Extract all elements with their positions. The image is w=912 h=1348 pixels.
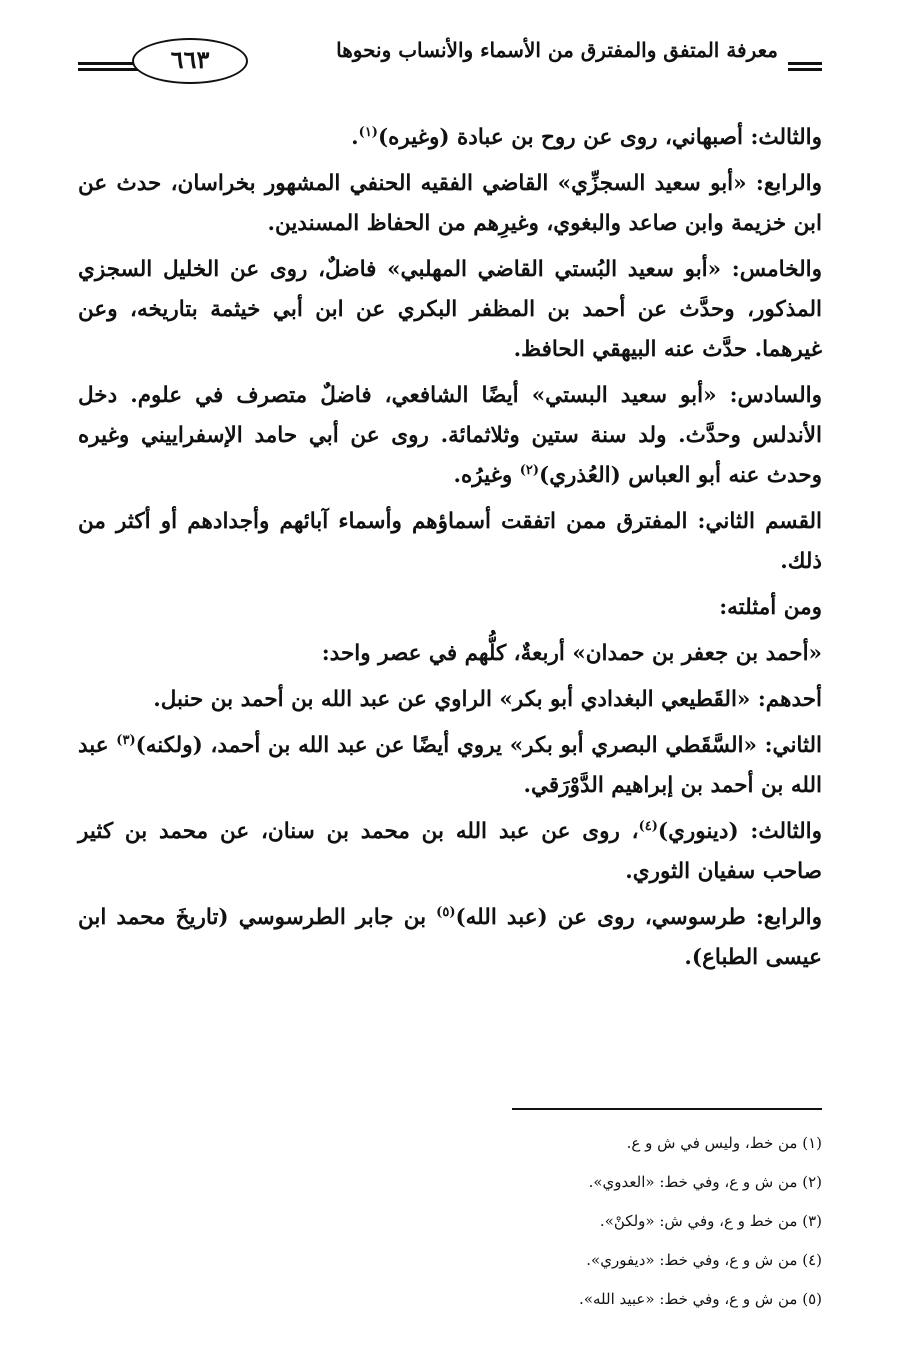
footnote: (٤) من ش و ع، وفي خط: «ديفوري». [586,1251,822,1269]
paragraph [78,250,822,370]
paragraph-text: «أحمد بن جعفر بن حمدان» أربعةٌ، كلُّهم في عصر واحد: [321,641,822,666]
paragraph-text: والرابع: «أبو سعيد السجزِّي» القاضي الفقيه الحنفي المشهور بخراسان، حدث عن ابن خزيمة وابن صاعد والبغوي، وغيرِهم من الحفاظ المسندين. [78,171,822,236]
paragraph-text: والسادس: «أبو سعيد البستي» أيضًا الشافعي، فاضلٌ متصرف في علوم. دخل الأندلس وحدَّث. ولد سنة ستين وثلاثمائة. روى عن أبي حامد الإسفراييني وغيره وحدث عنه أبو العباس (العُذري) [78,383,822,488]
paragraph-text: الثاني: «السَّقَطي البصري أبو بكر» يروي أيضًا عن عبد الله بن أحمد، (ولكنه) [135,733,822,758]
paragraph-tail: بن جابر الطرسوسي (تاريخَ محمد ابن عيسى الطباع). [78,905,822,970]
paragraph-text: القسم الثاني: المفترق ممن اتفقت أسماؤهم وأسماء آبائهم وأجدادهم أو أكثر من ذلك. [78,509,822,574]
footnote-ref: (٤) [638,818,658,834]
main-text [78,118,822,984]
paragraph [78,502,822,582]
paragraph-text: ومن أمثلته: [719,595,822,620]
paragraph-text: والثالث: (دينوري) [657,819,822,844]
footnote-divider [512,1108,822,1110]
paragraph [78,898,822,978]
running-title: معرفة المتفق والمفترق من الأسماء والأنساب ونحوها [336,38,778,62]
paragraph [78,588,822,628]
footnote: (٥) من ش و ع، وفي خط: «عبيد الله». [579,1290,822,1308]
paragraph-tail: . [351,125,359,150]
footnotes [78,1124,822,1319]
paragraph-text: والثالث: أصبهاني، روى عن روح بن عبادة (وغيره) [377,125,822,150]
paragraph [78,376,822,496]
paragraph-tail: عبد الله بن أحمد بن إبراهيم الدَّوْرَقي. [78,733,822,798]
paragraph [78,118,822,158]
footnote-ref: (٣) [116,732,136,748]
paragraph-text: والرابع: طرسوسي، روى عن (عبد الله) [455,905,822,930]
paragraph [78,680,822,720]
footnote-ref: (٢) [519,462,540,478]
paragraph [78,812,822,892]
paragraph-tail: ، روى عن عبد الله بن محمد بن سنان، عن محمد بن كثير صاحب سفيان الثوري. [78,819,822,884]
footnote: (١) من خط، وليس في ش و ع. [626,1134,822,1152]
footnote: (٣) من خط و ع، وفي ش: «ولكنْ». [599,1212,822,1230]
paragraph-tail: وغيرُه. [453,463,520,488]
paragraph [78,726,822,806]
paragraph [78,164,822,244]
paragraph-text: أحدهم: «القَطيعي البغدادي أبو بكر» الراوي عن عبد الله بن أحمد بن حنبل. [153,687,822,712]
header-rule-right [788,62,822,71]
running-header [78,18,822,88]
page-number: ٦٦٣ [132,38,248,84]
paragraph [78,634,822,674]
paragraph-text: والخامس: «أبو سعيد البُستي القاضي المهلبي» فاضلٌ، روى عن الخليل السجزي المذكور، وحدَّث عن أحمد بن المظفر البكري عن ابن أبي خيثمة بتاريخه، وعن غيرهما. حدَّث عنه البيهقي الحافظ. [78,257,822,362]
footnote-ref: (٥) [436,904,456,920]
footnote: (٢) من ش و ع، وفي خط: «العدوي». [588,1173,822,1191]
footnote-ref: (١) [358,124,378,140]
